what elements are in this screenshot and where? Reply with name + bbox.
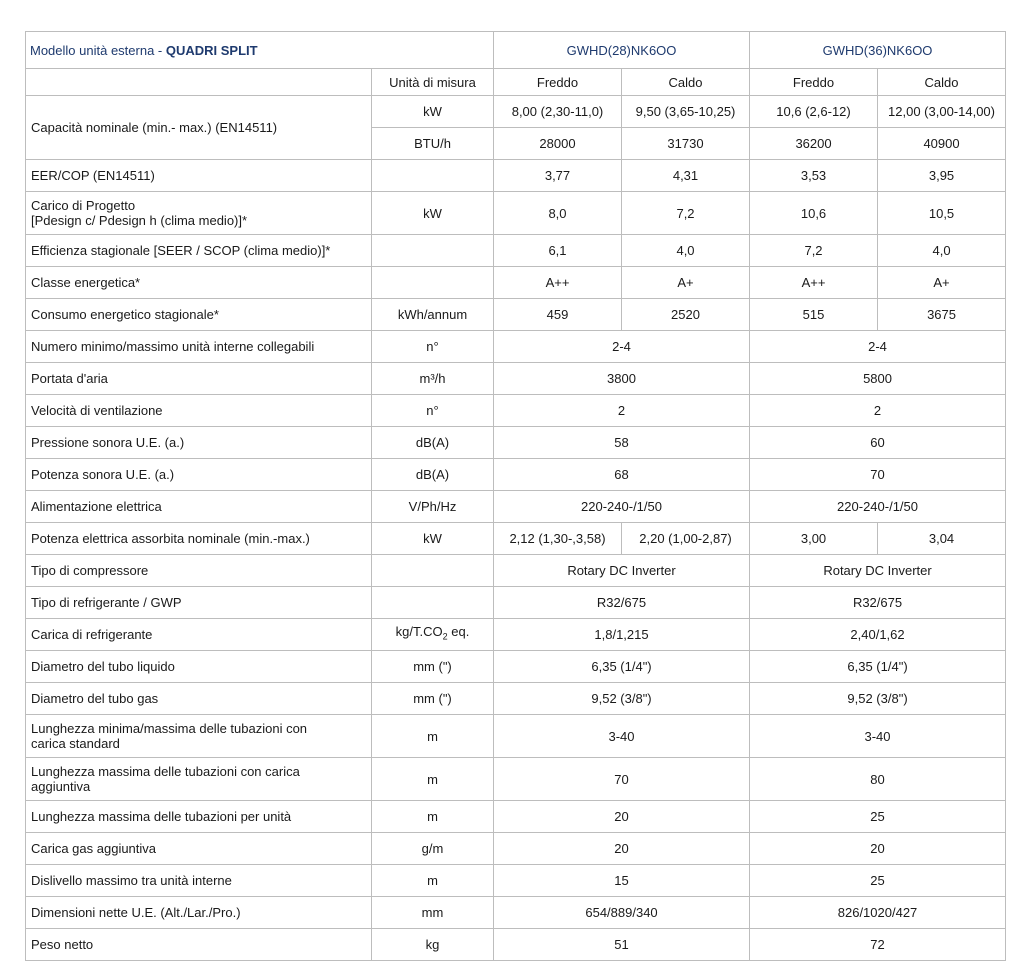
row-label: Alimentazione elettrica [26, 491, 372, 523]
row-label: Potenza elettrica assorbita nominale (min.-max.) [26, 523, 372, 555]
row-label-line2: aggiuntiva [31, 779, 91, 794]
unit-cell: V/Ph/Hz [372, 491, 494, 523]
unit-cell: kW [372, 523, 494, 555]
row-label: Lunghezza massima delle tubazioni per unità [26, 801, 372, 833]
value-cell: Rotary DC Inverter [494, 555, 750, 587]
table-row [26, 715, 1006, 758]
row-label [26, 192, 372, 235]
row-label: Diametro del tubo liquido [26, 651, 372, 683]
table-row [26, 683, 1006, 715]
value-cell: 3,04 [878, 523, 1006, 555]
value-cell: 2,20 (1,00-2,87) [622, 523, 750, 555]
row-label: Diametro del tubo gas [26, 683, 372, 715]
value-cell: 3,00 [750, 523, 878, 555]
value-cell: 2,12 (1,30-,3,58) [494, 523, 622, 555]
row-label: Velocità di ventilazione [26, 395, 372, 427]
table-row [26, 897, 1006, 929]
value-cell: 2520 [622, 299, 750, 331]
row-label: Peso netto [26, 929, 372, 961]
value-cell: 826/1020/427 [750, 897, 1006, 929]
value-cell: 220-240-/1/50 [494, 491, 750, 523]
value-cell: 2 [494, 395, 750, 427]
value-cell: 3675 [878, 299, 1006, 331]
row-label [26, 758, 372, 801]
row-label: Tipo di compressore [26, 555, 372, 587]
value-cell: 6,1 [494, 235, 622, 267]
value-cell: 4,0 [622, 235, 750, 267]
unit-cell [372, 235, 494, 267]
unit-cell [372, 555, 494, 587]
unit-cell: mm (") [372, 683, 494, 715]
table-row [26, 96, 1006, 128]
value-cell: 9,50 (3,65-10,25) [622, 96, 750, 128]
value-cell: 12,00 (3,00-14,00) [878, 96, 1006, 128]
value-cell: 25 [750, 801, 1006, 833]
value-cell: 31730 [622, 128, 750, 160]
unit-cell: m [372, 801, 494, 833]
table-row [26, 929, 1006, 961]
value-cell: 25 [750, 865, 1006, 897]
unit-cell: dB(A) [372, 427, 494, 459]
value-cell: 8,00 (2,30-11,0) [494, 96, 622, 128]
table-row [26, 160, 1006, 192]
unit-cell [372, 160, 494, 192]
table-row [26, 299, 1006, 331]
value-cell: 2-4 [750, 331, 1006, 363]
value-cell: 58 [494, 427, 750, 459]
value-cell: 3800 [494, 363, 750, 395]
table-row [26, 801, 1006, 833]
row-label: Carica gas aggiuntiva [26, 833, 372, 865]
value-cell: 72 [750, 929, 1006, 961]
unit-column-header: Unità di misura [372, 69, 494, 96]
value-cell: 9,52 (3/8") [494, 683, 750, 715]
value-cell: 20 [750, 833, 1006, 865]
row-label: Potenza sonora U.E. (a.) [26, 459, 372, 491]
freddo-a-header: Freddo [494, 69, 622, 96]
value-cell: 1,8/1,215 [494, 619, 750, 651]
row-label: Capacità nominale (min.- max.) (EN14511) [26, 96, 372, 160]
row-label-line1: Lunghezza minima/massima delle tubazioni con [31, 721, 308, 736]
value-cell: 9,52 (3/8") [750, 683, 1006, 715]
row-label [26, 715, 372, 758]
value-cell: 2,40/1,62 [750, 619, 1006, 651]
row-label: EER/COP (EN14511) [26, 160, 372, 192]
unit-text: kg/T.CO [395, 624, 443, 640]
value-cell: R32/675 [750, 587, 1006, 619]
value-cell: 5800 [750, 363, 1006, 395]
value-cell: 8,0 [494, 192, 622, 235]
value-cell: 515 [750, 299, 878, 331]
value-cell: A+ [622, 267, 750, 299]
table-row [26, 865, 1006, 897]
value-cell: 7,2 [750, 235, 878, 267]
value-cell: 7,2 [622, 192, 750, 235]
table-row [26, 267, 1006, 299]
row-label: Pressione sonora U.E. (a.) [26, 427, 372, 459]
unit-cell: kW [372, 96, 494, 128]
value-cell: 4,0 [878, 235, 1006, 267]
unit-cell: BTU/h [372, 128, 494, 160]
value-cell: 60 [750, 427, 1006, 459]
value-cell: 654/889/340 [494, 897, 750, 929]
value-cell: A++ [750, 267, 878, 299]
row-label: Dimensioni nette U.E. (Alt./Lar./Pro.) [26, 897, 372, 929]
value-cell: Rotary DC Inverter [750, 555, 1006, 587]
model-a-header: GWHD(28)NK6OO [494, 32, 750, 69]
table-row [26, 235, 1006, 267]
value-cell: 10,6 (2,6-12) [750, 96, 878, 128]
row-label-line1: Lunghezza massima delle tubazioni con carica [31, 764, 300, 779]
row-label: Tipo di refrigerante / GWP [26, 587, 372, 619]
table-row [26, 758, 1006, 801]
value-cell: 10,6 [750, 192, 878, 235]
table-row [26, 833, 1006, 865]
row-label: Dislivello massimo tra unità interne [26, 865, 372, 897]
table-row [26, 427, 1006, 459]
value-cell: 70 [750, 459, 1006, 491]
value-cell: 3,95 [878, 160, 1006, 192]
table-row [26, 587, 1006, 619]
value-cell: 15 [494, 865, 750, 897]
unit-subscript: 2 [442, 631, 448, 642]
value-cell: 6,35 (1/4") [750, 651, 1006, 683]
value-cell: 20 [494, 801, 750, 833]
unit-cell: m [372, 865, 494, 897]
table-row [26, 555, 1006, 587]
value-cell: A+ [878, 267, 1006, 299]
spec-table [25, 31, 1006, 961]
value-cell: 20 [494, 833, 750, 865]
row-label: Numero minimo/massimo unità interne collegabili [26, 331, 372, 363]
unit-text-suffix: eq. [447, 624, 470, 640]
value-cell: 3,53 [750, 160, 878, 192]
table-row [26, 331, 1006, 363]
table-row [26, 192, 1006, 235]
table-row [26, 491, 1006, 523]
table-row [26, 459, 1006, 491]
value-cell: 36200 [750, 128, 878, 160]
caldo-b-header: Caldo [878, 69, 1006, 96]
unit-cell: m³/h [372, 363, 494, 395]
unit-cell: kW [372, 192, 494, 235]
unit-cell [372, 619, 494, 651]
value-cell: 2 [750, 395, 1006, 427]
value-cell: 3-40 [494, 715, 750, 758]
unit-cell: m [372, 715, 494, 758]
title-row [26, 32, 1006, 69]
unit-cell [372, 267, 494, 299]
table-row [26, 523, 1006, 555]
unit-cell: n° [372, 331, 494, 363]
value-cell: 6,35 (1/4") [494, 651, 750, 683]
value-cell: 40900 [878, 128, 1006, 160]
table-row [26, 395, 1006, 427]
caldo-a-header: Caldo [622, 69, 750, 96]
value-cell: 3-40 [750, 715, 1006, 758]
value-cell: A++ [494, 267, 622, 299]
subheader-row [26, 69, 1006, 96]
value-cell: 459 [494, 299, 622, 331]
freddo-b-header: Freddo [750, 69, 878, 96]
row-label: Portata d'aria [26, 363, 372, 395]
value-cell: 220-240-/1/50 [750, 491, 1006, 523]
row-label: Consumo energetico stagionale* [26, 299, 372, 331]
unit-cell [372, 587, 494, 619]
row-label: Carica di refrigerante [26, 619, 372, 651]
unit-cell: g/m [372, 833, 494, 865]
table-row [26, 619, 1006, 651]
value-cell: 3,77 [494, 160, 622, 192]
row-label: Efficienza stagionale [SEER / SCOP (clima medio)]* [26, 235, 372, 267]
table-row [26, 363, 1006, 395]
unit-cell: mm (") [372, 651, 494, 683]
value-cell: 10,5 [878, 192, 1006, 235]
value-cell: 51 [494, 929, 750, 961]
row-label-line1: Carico di Progetto [31, 198, 136, 213]
table-row [26, 651, 1006, 683]
row-label-line2: carica standard [31, 736, 120, 751]
unit-cell: mm [372, 897, 494, 929]
unit-cell: n° [372, 395, 494, 427]
value-cell: R32/675 [494, 587, 750, 619]
unit-cell: dB(A) [372, 459, 494, 491]
title-bold: QUADRI SPLIT [165, 42, 258, 58]
value-cell: 2-4 [494, 331, 750, 363]
model-b-header: GWHD(36)NK6OO [750, 32, 1006, 69]
table-title [26, 32, 494, 69]
value-cell: 80 [750, 758, 1006, 801]
unit-cell: m [372, 758, 494, 801]
title-prefix: Modello unità esterna - [30, 42, 166, 58]
value-cell: 70 [494, 758, 750, 801]
unit-cell: kg [372, 929, 494, 961]
value-cell: 28000 [494, 128, 622, 160]
value-cell: 4,31 [622, 160, 750, 192]
value-cell: 68 [494, 459, 750, 491]
unit-cell: kWh/annum [372, 299, 494, 331]
row-label-line2: [Pdesign c/ Pdesign h (clima medio)]* [31, 213, 248, 228]
row-label: Classe energetica* [26, 267, 372, 299]
empty-cell [26, 69, 372, 96]
